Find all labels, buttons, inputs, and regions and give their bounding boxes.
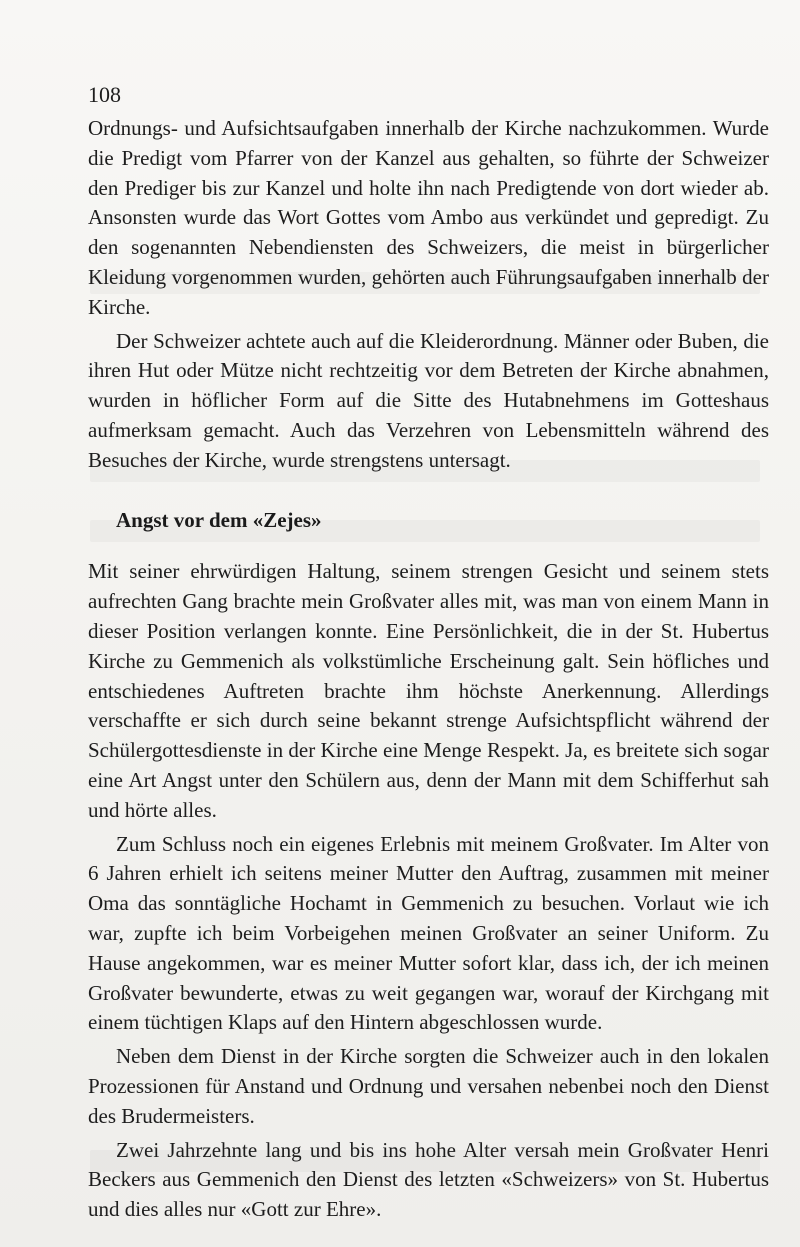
paragraph: Der Schweizer achtete auch auf die Kleiderordnung. Männer oder Buben, die ihren Hut oder Mütze nicht rechtzeitig vor dem Betreten der Kirche abnahmen, wurden in höflicher Form auf die Sitte des Hutabnehmens im Gotteshaus aufmerksam gemacht. Auch das Verzehren von Lebensmitteln während des Besuches der Kirche, wurde strengstens untersagt. [88,328,769,472]
paragraph: Ordnungs- und Aufsichtsaufgaben innerhalb der Kirche nachzukommen. Wurde die Predigt vom Pfarrer von der Kanzel aus gehalten, so führte der Schweizer den Prediger bis zur Kanzel und holte ihn nach Predigtende von dort wieder ab. Ansonsten wurde das Wort Gottes vom Ambo aus verkündet und gepredigt. Zu den sogenannten Nebendiensten des Schweizers, die meist in bürgerlicher Kleidung vorgenommen wurden, gehörten auch Führungsaufgaben innerhalb der Kirche. [88,116,769,319]
page-content [88,72,769,1225]
section-heading: Angst vor dem «Zejes» [116,507,322,532]
paragraph: Zum Schluss noch ein eigenes Erlebnis mit meinem Großvater. Im Alter von 6 Jahren erhielt ich seitens meiner Mutter den Auftrag, zusammen mit meiner Oma das sonntägliche Hochamt in Gemmenich zu besuchen. Vorlaut wie ich war, zupfte ich beim Vorbeigehen meinen Großvater an seiner Uniform. Zu Hause angekommen, war es meiner Mutter sofort klar, dass ich, der ich meinen Großvater bewunderte, etwas zu weit gegangen war, worauf der Kirchgang mit einem tüchtigen Klaps auf den Hintern abgeschlossen wurde. [88,831,769,1035]
paragraph: Neben dem Dienst in der Kirche sorgten die Schweizer auch in den lokalen Prozessionen für Anstand und Ordnung und versahen nebenbei noch den Dienst des Brudermeisters. [88,1044,769,1128]
paragraph: Zwei Jahrzehnte lang und bis ins hohe Alter versah mein Großvater Henri Beckers aus Gemmenich den Dienst des letzten «Schweizers» von St. Hubertus und dies alles nur «Gott zur Ehre». [88,1137,769,1222]
page-number: 108 [88,82,121,107]
paragraph: Mit seiner ehrwürdigen Haltung, seinem strengen Gesicht und seinem stets aufrechten Gang brachte mein Großvater alles mit, was man von einem Mann in dieser Position verlangen konnte. Eine Persönlichkeit, die in der St. Hubertus Kirche zu Gemmenich als volkstümliche Erscheinung galt. Sein höfliches und entschiedenes Auftreten brachte ihm höchste Anerkennung. Allerdings verschaffte er sich durch seine bekannt strenge Aufsichtspflicht während der Schülergottesdienste in der Kirche eine Menge Respekt. Ja, es breitete sich sogar eine Art Angst unter den Schülern aus, denn der Mann mit dem Schifferhut sah und hörte alles. [88,559,769,822]
